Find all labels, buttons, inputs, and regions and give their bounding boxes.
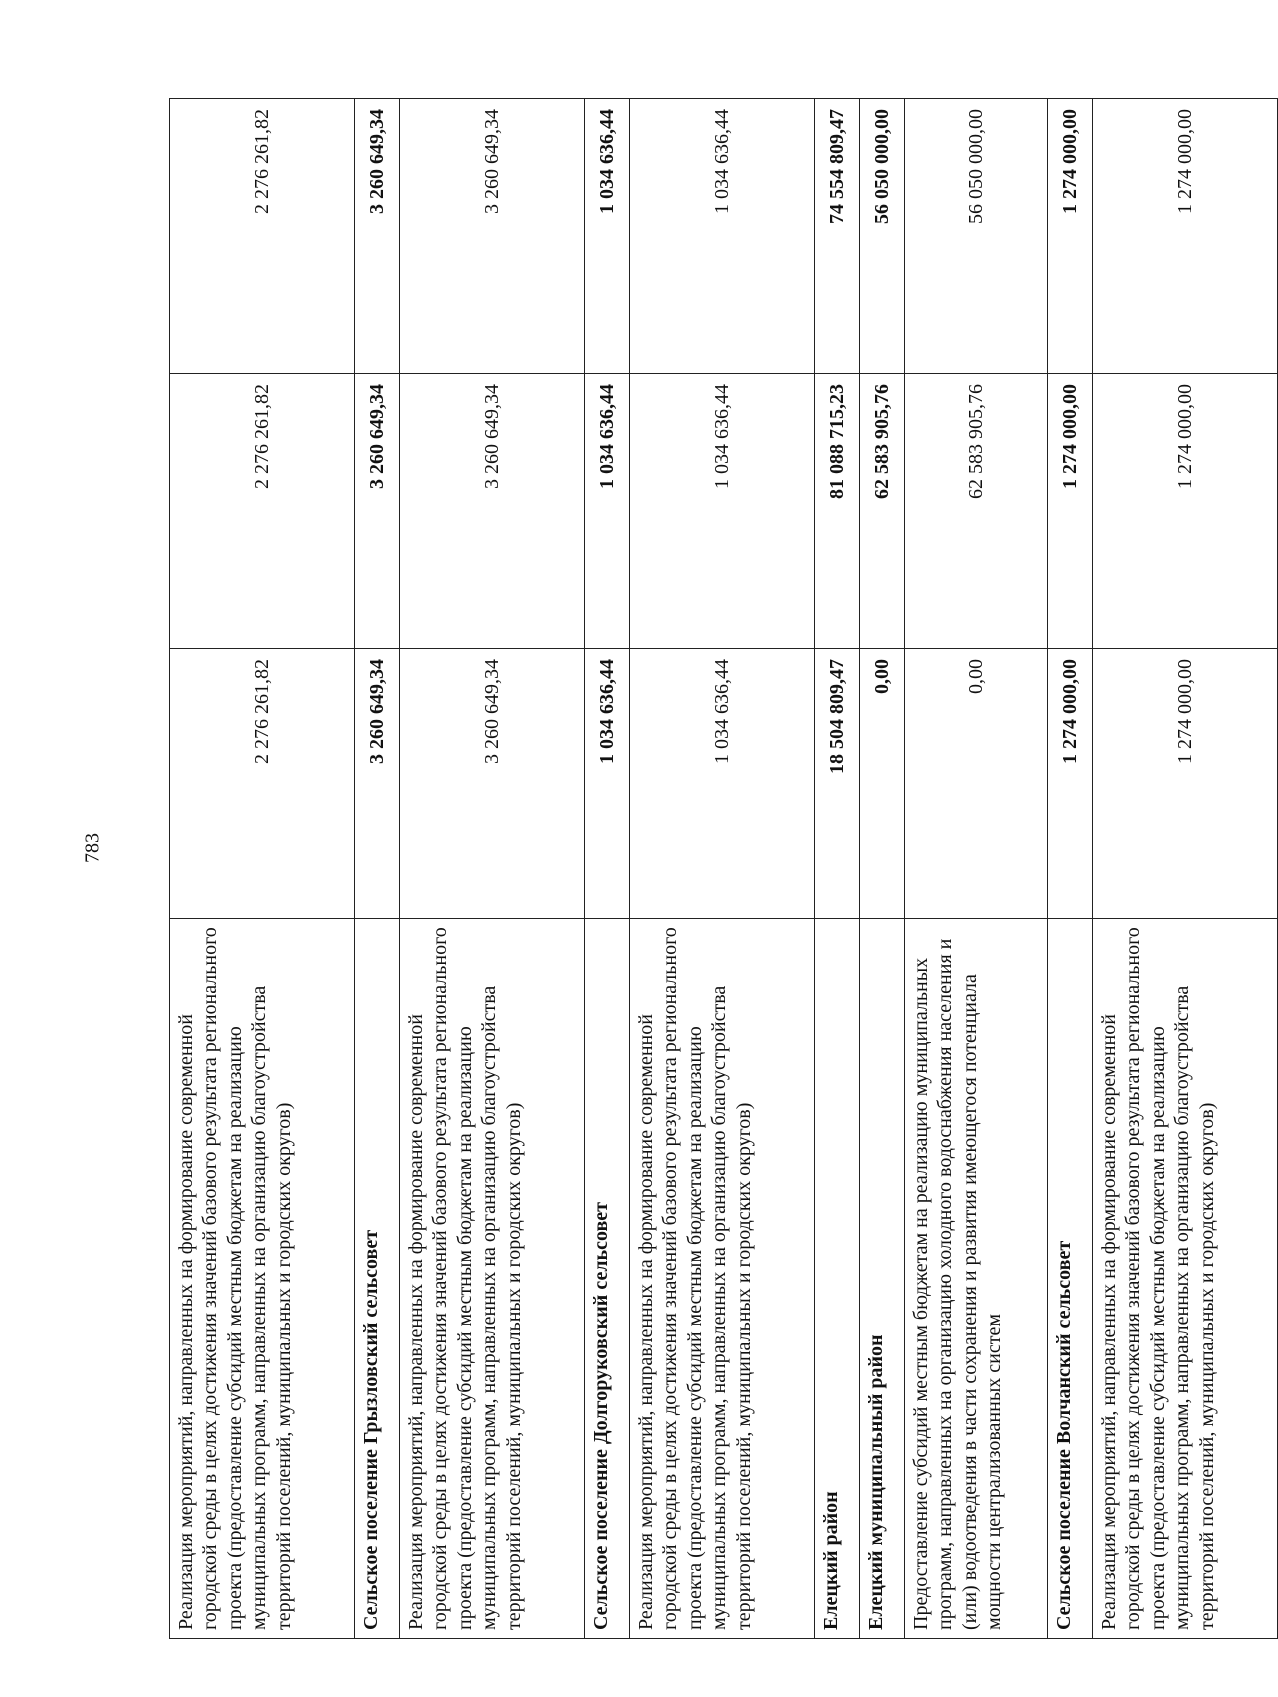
row-value-1: 18 504 809,47 — [815, 649, 860, 919]
table-row — [1048, 99, 1093, 1639]
table-row — [585, 99, 630, 1639]
row-value-1: 1 274 000,00 — [1093, 649, 1278, 919]
row-value-2: 62 583 905,76 — [905, 374, 1048, 649]
row-value-3: 2 276 261,82 — [170, 99, 355, 374]
row-value-1: 0,00 — [860, 649, 905, 919]
row-name: Сельское поселение Волчанский сельсовет — [1048, 919, 1093, 1639]
row-name: Реализация мероприятий, направленных на формирование современной городской среды в целях достижения значений базового результата регионального проекта (предоставление субсидий местным бюджетам на реализацию муниципальных программ, направленных на организацию благоустройства территорий поселений, муниципальных и городских округов) — [400, 919, 585, 1639]
row-value-3: 1 274 000,00 — [1048, 99, 1093, 374]
row-value-2: 3 260 649,34 — [400, 374, 585, 649]
table-row — [400, 99, 585, 1639]
row-value-1: 1 274 000,00 — [1048, 649, 1093, 919]
row-value-1: 1 034 636,44 — [585, 649, 630, 919]
budget-table — [169, 98, 1278, 1639]
row-name: Елецкий район — [815, 919, 860, 1639]
row-value-1: 3 260 649,34 — [400, 649, 585, 919]
row-name: Предоставление субсидий местным бюджетам на реализацию муниципальных программ, направленных на организацию холодного водоснабжения населения и (или) водоотведения в части сохранения и развития имеющегося потенциала мощности централизованных систем — [905, 919, 1048, 1639]
row-value-3: 56 050 000,00 — [860, 99, 905, 374]
table-row — [355, 99, 400, 1639]
row-value-1: 0,00 — [905, 649, 1048, 919]
table-row — [1093, 99, 1278, 1639]
row-value-2: 62 583 905,76 — [860, 374, 905, 649]
row-value-3: 1 034 636,44 — [630, 99, 815, 374]
row-value-3: 1 274 000,00 — [1093, 99, 1278, 374]
table-row — [170, 99, 355, 1639]
row-value-2: 1 034 636,44 — [585, 374, 630, 649]
table-row — [860, 99, 905, 1639]
row-value-3: 3 260 649,34 — [355, 99, 400, 374]
row-value-2: 2 276 261,82 — [170, 374, 355, 649]
row-name: Реализация мероприятий, направленных на формирование современной городской среды в целях достижения значений базового результата регионального проекта (предоставление субсидий местным бюджетам на реализацию муниципальных программ, направленных на организацию благоустройства территорий поселений, муниципальных и городских округов) — [1093, 919, 1278, 1639]
row-name: Реализация мероприятий, направленных на формирование современной городской среды в целях достижения значений базового результата регионального проекта (предоставление субсидий местным бюджетам на реализацию муниципальных программ, направленных на организацию благоустройства территорий поселений, муниципальных и городских округов) — [170, 919, 355, 1639]
row-value-2: 81 088 715,23 — [815, 374, 860, 649]
table-row — [630, 99, 815, 1639]
table-row — [905, 99, 1048, 1639]
page-number: 783 — [81, 833, 104, 863]
row-value-2: 1 034 636,44 — [630, 374, 815, 649]
row-value-1: 1 034 636,44 — [630, 649, 815, 919]
row-value-2: 1 274 000,00 — [1048, 374, 1093, 649]
row-value-2: 3 260 649,34 — [355, 374, 400, 649]
row-name: Реализация мероприятий, направленных на формирование современной городской среды в целях достижения значений базового результата регионального проекта (предоставление субсидий местным бюджетам на реализацию муниципальных программ, направленных на организацию благоустройства территорий поселений, муниципальных и городских округов) — [630, 919, 815, 1639]
table-row — [815, 99, 860, 1639]
row-value-2: 1 274 000,00 — [1093, 374, 1278, 649]
row-value-3: 3 260 649,34 — [400, 99, 585, 374]
row-name: Сельское поселение Долгоруковский сельсовет — [585, 919, 630, 1639]
row-value-3: 74 554 809,47 — [815, 99, 860, 374]
row-name: Сельское поселение Грызловский сельсовет — [355, 919, 400, 1639]
rotated-table-container — [169, 99, 1218, 1639]
row-value-3: 1 034 636,44 — [585, 99, 630, 374]
row-value-3: 56 050 000,00 — [905, 99, 1048, 374]
row-name: Елецкий муниципальный район — [860, 919, 905, 1639]
row-value-1: 2 276 261,82 — [170, 649, 355, 919]
row-value-1: 3 260 649,34 — [355, 649, 400, 919]
